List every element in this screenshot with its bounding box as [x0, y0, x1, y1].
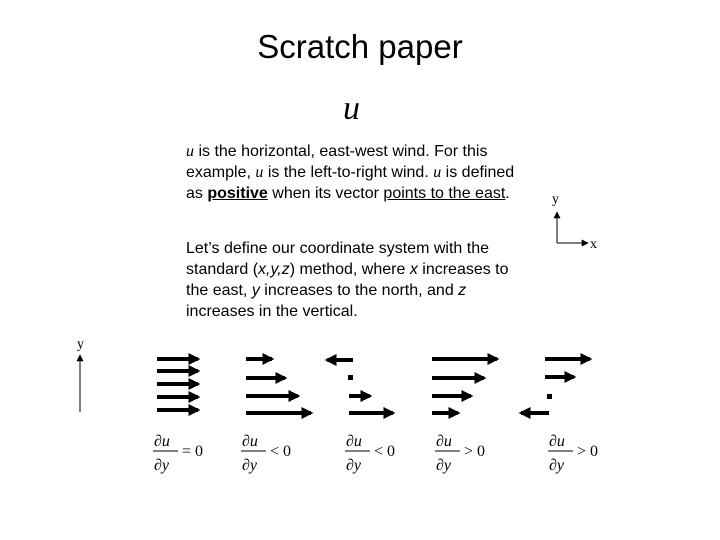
calm-dot: [348, 375, 353, 380]
text-segment: is the horizontal, east-west wind. For this example,: [186, 143, 488, 181]
derivative-relation: < 0: [374, 443, 396, 460]
derivative-numerator: ∂u: [346, 433, 362, 450]
y-text: y: [251, 282, 260, 299]
text-segment: is the left-to-right wind.: [263, 164, 434, 181]
text-segment: Let’s define our coordinate system with the standard (: [186, 240, 489, 278]
y-axis-label: y: [552, 192, 559, 207]
xyz-text: x,y,z: [258, 261, 290, 278]
positive-emphasis: positive: [207, 185, 268, 202]
wind-profile-decreasing-north: [246, 359, 311, 413]
derivative-relation: > 0: [464, 443, 486, 460]
derivative-numerator: ∂u: [154, 433, 170, 450]
derivative-numerator: ∂u: [436, 433, 452, 450]
derivative-denominator: ∂y: [154, 457, 170, 474]
derivative-relation: = 0: [182, 443, 204, 460]
wind-profile-reversing-north: [521, 359, 590, 413]
derivative-denominator: ∂y: [549, 457, 565, 474]
u-symbol: u: [433, 164, 442, 181]
text-segment: is defined as: [186, 164, 515, 202]
derivative-numerator: ∂u: [242, 433, 258, 450]
derivative-labels: [153, 433, 598, 474]
derivative-denominator: ∂y: [436, 457, 452, 474]
text-segment: .: [505, 185, 510, 202]
z-text: z: [458, 282, 467, 299]
calm-dot: [547, 394, 552, 399]
x-text: x: [409, 261, 418, 278]
x-axis-label: x: [590, 237, 597, 252]
text-segment: increases to the north, and: [259, 282, 459, 299]
derivative-relation: < 0: [270, 443, 292, 460]
derivative-denominator: ∂y: [346, 457, 362, 474]
wind-profile-uniform: [157, 359, 198, 410]
u-symbol: u: [186, 143, 194, 160]
slide-title: Scratch paper: [257, 28, 463, 65]
derivative-denominator: ∂y: [242, 457, 258, 474]
east-emphasis: points to the east: [383, 185, 506, 202]
text-segment: ) method, where: [289, 261, 410, 278]
coordinate-axes: [552, 192, 597, 252]
derivative-numerator: ∂u: [549, 433, 565, 450]
derivative-relation: > 0: [577, 443, 599, 460]
text-segment: increases to the east,: [186, 261, 509, 299]
u-symbol: u: [255, 164, 264, 181]
wind-profile-reversing: [327, 360, 393, 413]
text-segment: increases in the vertical.: [186, 303, 358, 320]
variable-symbol: u: [343, 90, 360, 127]
north-arrow-label: y: [77, 337, 84, 352]
text-segment: when its vector: [267, 185, 384, 202]
wind-profile-increasing-north: [432, 359, 497, 413]
